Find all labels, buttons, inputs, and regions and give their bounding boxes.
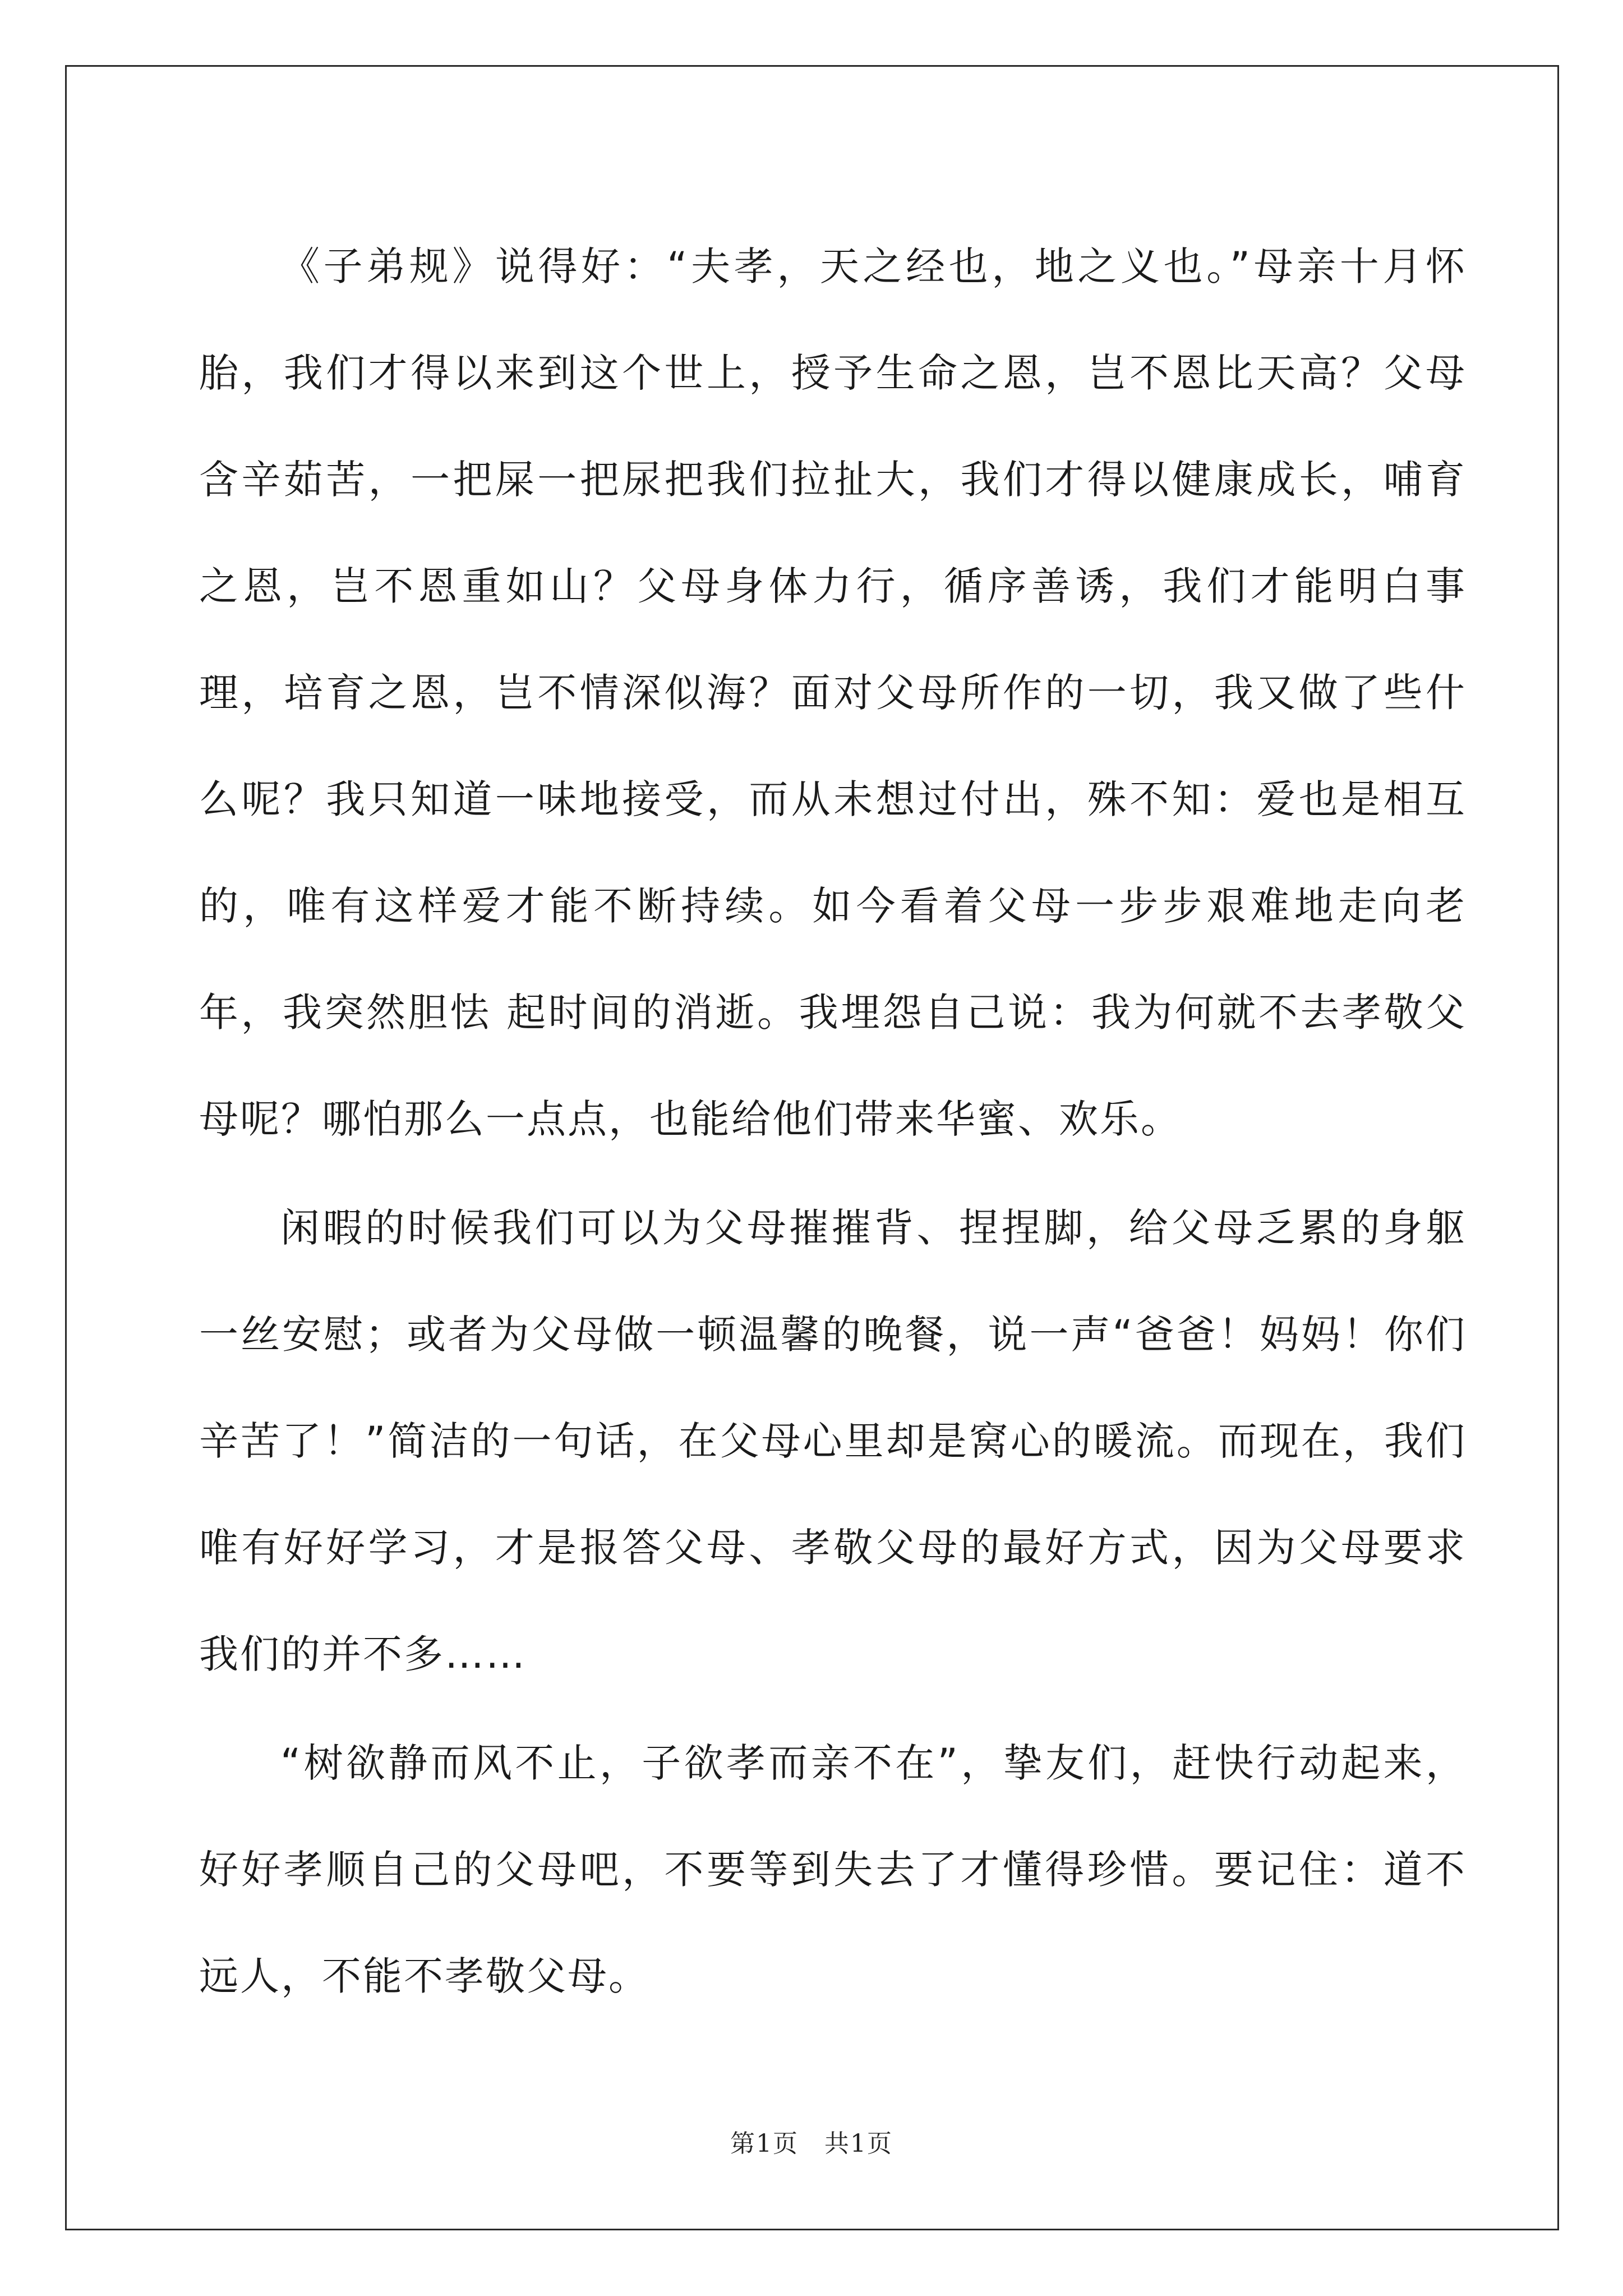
paragraph-caring-for-parents: 闲暇的时候我们可以为父母摧摧背、捏捏脚，给父母乏累的身躯一丝安慰；或者为父母做一顿温馨的晚餐，说一声“爸爸！妈妈！你们辛苦了！”简洁的一句话，在父母心里却是窝心的暖流。而现在，我们唯有好好学习，才是报答父母、孝敬父母的最好方式，因为父母要求我们的并不多……: [199, 1205, 1467, 1677]
document-body: [199, 213, 1467, 2030]
paragraph-filial-piety-classic: 《子弟规》说得好：“夫孝，天之经也，地之义也。”母亲十月怀胎，我们才得以来到这个世上，授予生命之恩，岂不恩比天高？父母含辛茹苦，一把屎一把尿把我们拉扯大，我们才得以健康成长，哺育之恩，岂不恩重如山？父母身体力行，循序善诱，我们才能明白事理，培育之恩，岂不情深似海？面对父母所作的一切，我又做了些什么呢？我只知道一味地接受，而从未想过付出，殊不知：爱也是相互的，唯有这样爱才能不断持续。如今看着父母一步步艰难地走向老年，我突然胆怯 起时间的消逝。我埋怨自己说：我为何就不去孝敬父母呢？哪怕那么一点点，也能给他们带来华蜜、欢乐。: [199, 243, 1467, 1142]
paragraph-call-to-action: “树欲静而风不止，子欲孝而亲不在”，挚友们，赶快行动起来，好好孝顺自己的父母吧，不要等到失去了才懂得珍惜。要记住：道不远人，不能不孝敬父母。: [199, 1740, 1467, 1999]
page-number-footer: 第1页 共1页: [730, 2129, 893, 2158]
